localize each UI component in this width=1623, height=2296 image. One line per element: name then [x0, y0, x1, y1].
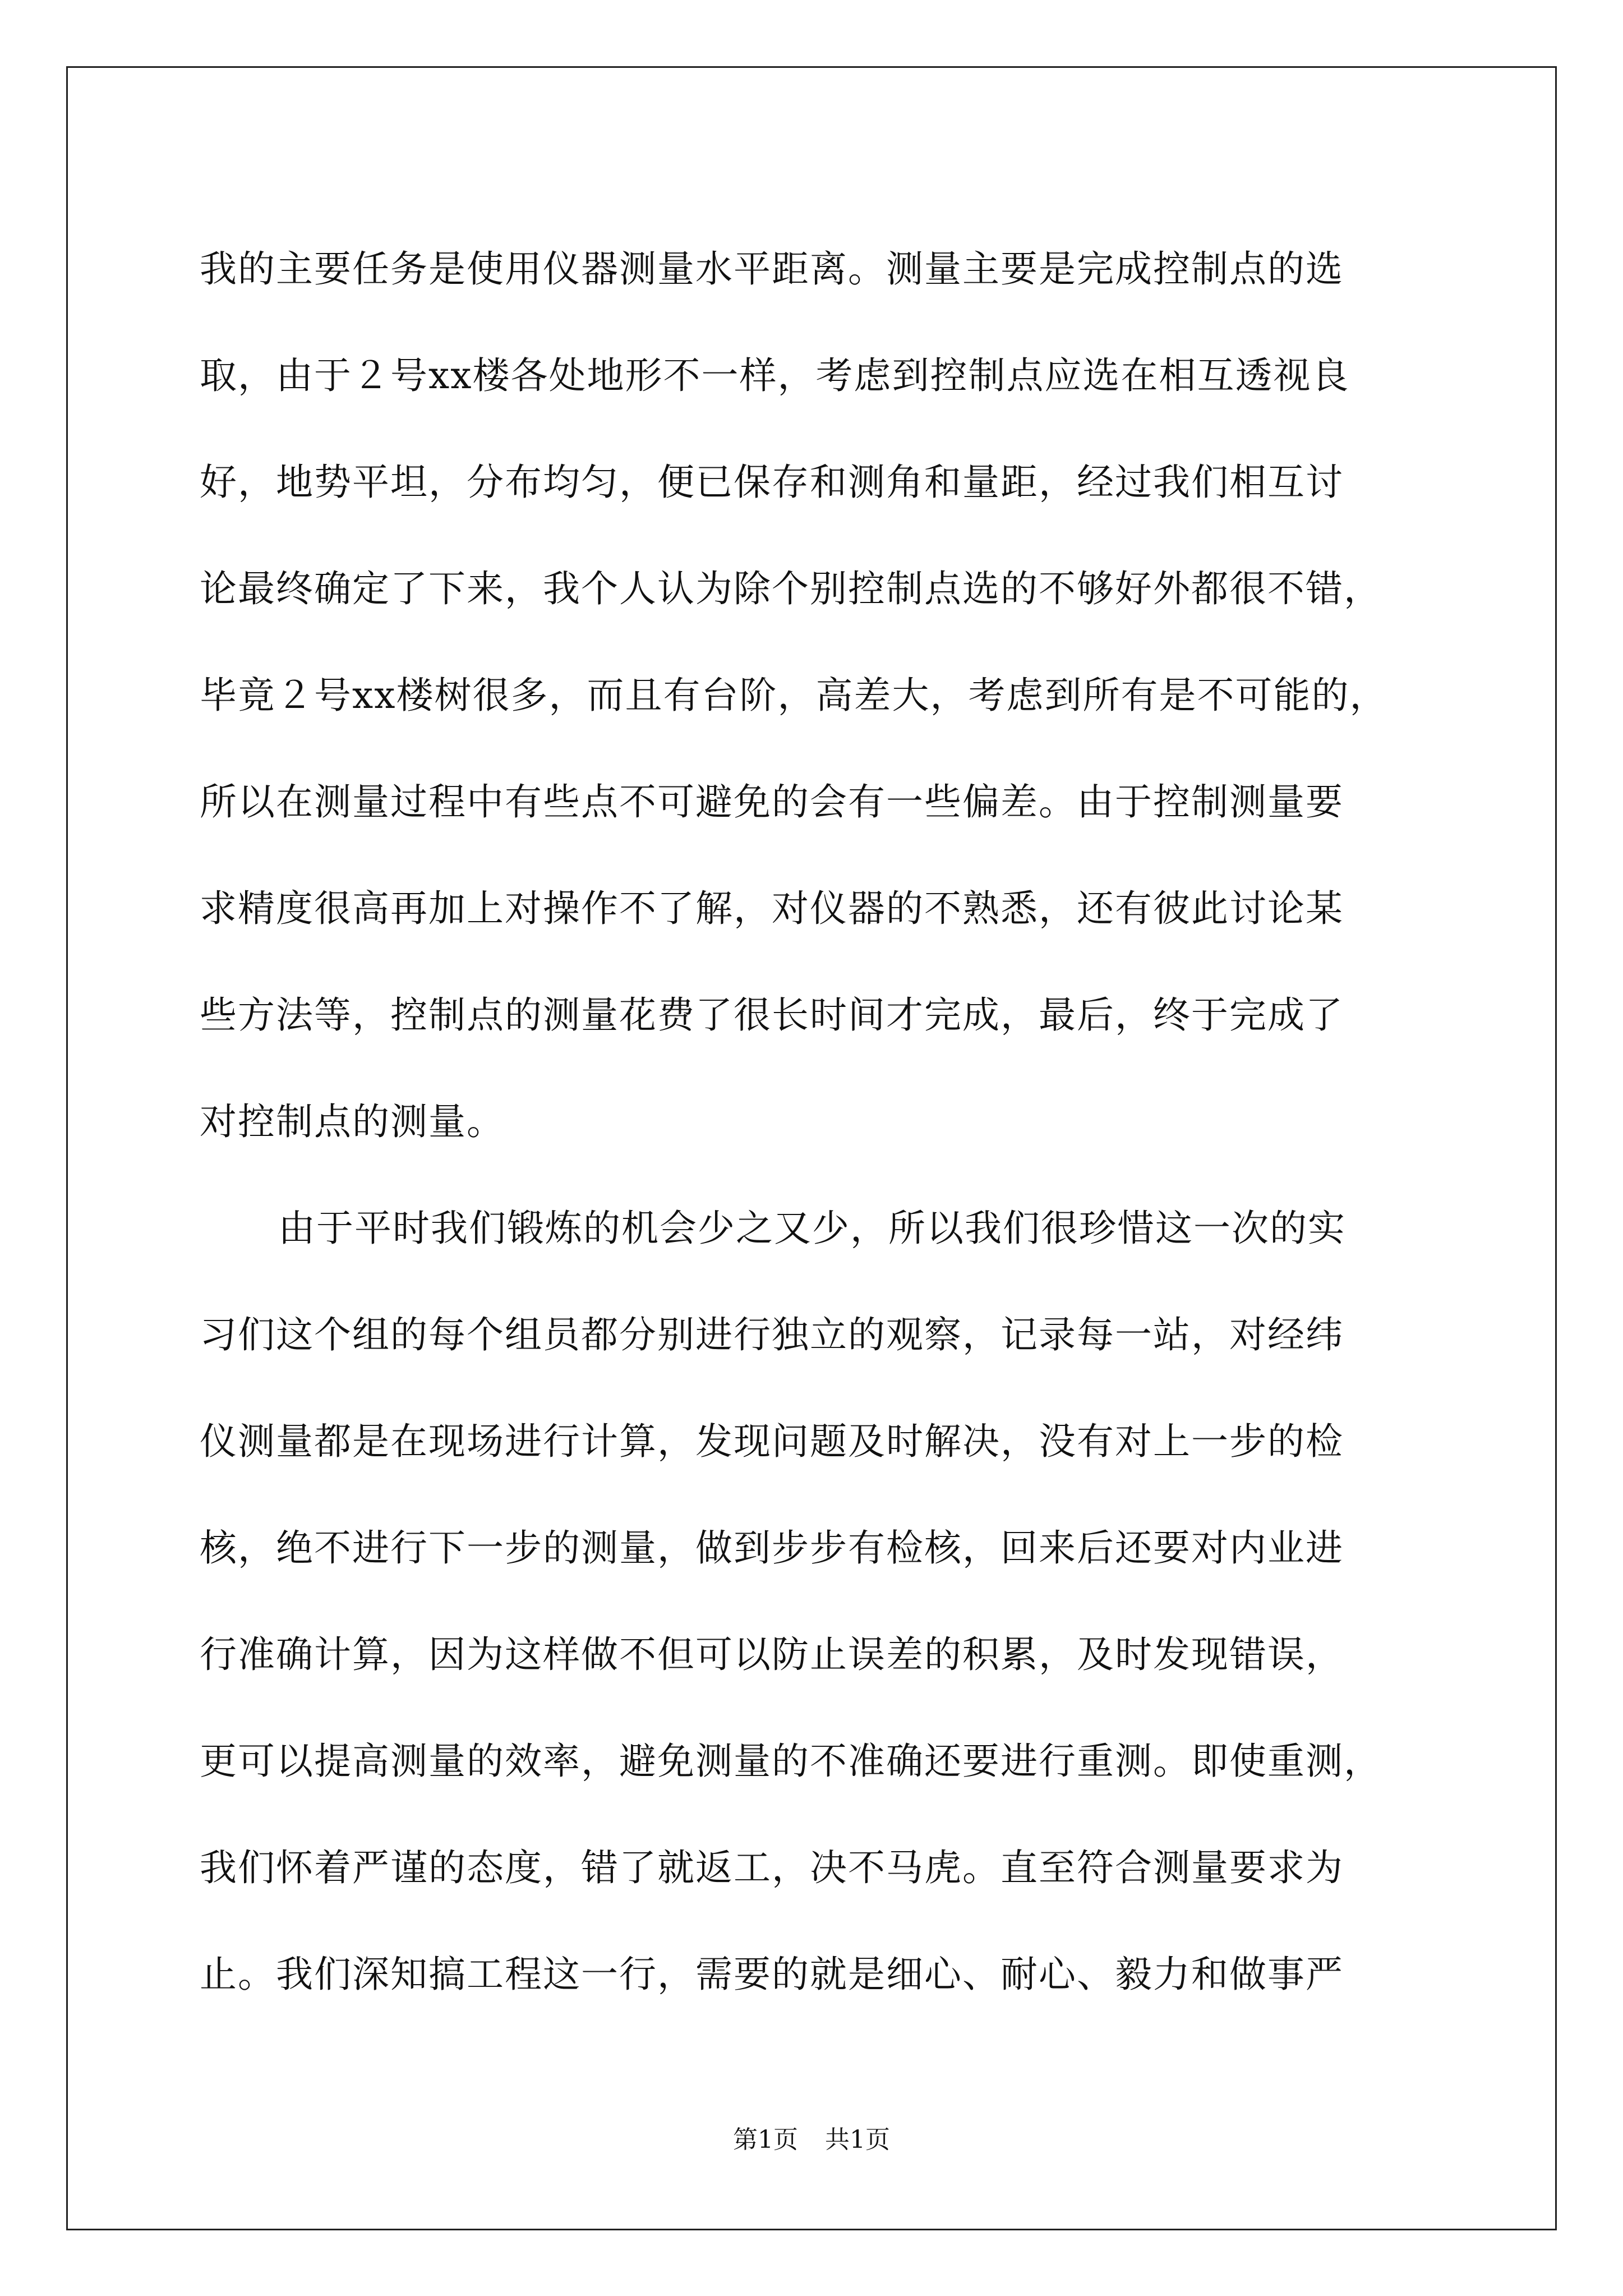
text-line: 求精度很高再加上对操作不了解，对仪器的不熟悉，还有彼此讨论某 [200, 887, 1344, 930]
text-line: 我的主要任务是使用仪器测量水平距离。测量主要是完成控制点的选 [200, 247, 1344, 291]
text-line: 对控制点的测量。 [200, 1100, 505, 1143]
text-line: 更可以提高测量的效率，避免测量的不准确还要进行重测。即使重测， [200, 1740, 1382, 1783]
text-line: 论最终确定了下来，我个人认为除个别控制点选的不够好外都很不错， [200, 567, 1382, 610]
text-line: 行准确计算，因为这样做不但可以防止误差的积累，及时发现错误， [200, 1633, 1344, 1676]
text-line: 取，由于２号xx楼各处地形不一样，考虑到控制点应选在相互透视良 [200, 354, 1350, 397]
text-line: 核，绝不进行下一步的测量，做到步步有检核，回来后还要对内业进 [200, 1526, 1344, 1570]
text-line: 所以在测量过程中有些点不可避免的会有一些偏差。由于控制测量要 [200, 780, 1344, 823]
paragraph-start-line: 由于平时我们锻炼的机会少之又少，所以我们很珍惜这一次的实 [278, 1207, 1346, 1250]
text-line: 仪测量都是在现场进行计算，发现问题及时解决，没有对上一步的检 [200, 1420, 1344, 1463]
text-line: 些方法等，控制点的测量花费了很长时间才完成，最后，终于完成了 [200, 993, 1344, 1037]
page-footer [0, 2123, 1623, 2157]
document-body [200, 216, 1450, 2028]
page-total: 共1页 [825, 2125, 890, 2154]
page-number: 第1页 [733, 2125, 798, 2154]
text-line: 习们这个组的每个组员都分别进行独立的观察，记录每一站，对经纬 [200, 1313, 1344, 1356]
text-line: 好，地势平坦，分布均匀，便已保存和测角和量距，经过我们相互讨 [200, 461, 1344, 504]
text-line: 止。我们深知搞工程这一行，需要的就是细心、耐心、毅力和做事严 [200, 1953, 1344, 1996]
text-line: 我们怀着严谨的态度，错了就返工，决不马虎。直至符合测量要求为 [200, 1846, 1344, 1889]
text-line: 毕竟２号xx楼树很多，而且有台阶，高差大，考虑到所有是不可能的， [200, 674, 1388, 717]
